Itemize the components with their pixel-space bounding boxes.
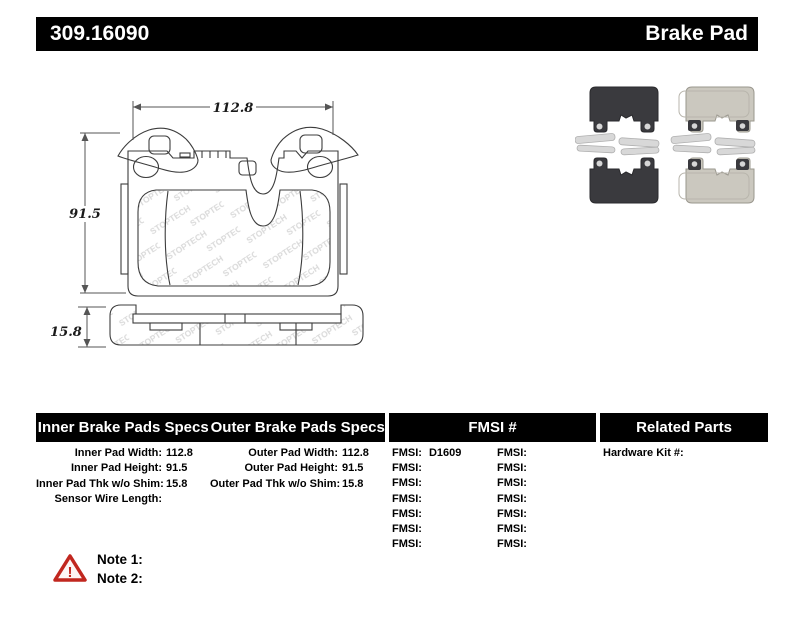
note-2: Note 2: <box>97 571 143 586</box>
related-parts-row: Hardware Kit #: <box>603 447 684 459</box>
product-title: Brake Pad <box>645 22 748 45</box>
notes-block <box>97 550 143 588</box>
shim-set <box>575 133 755 155</box>
fmsi-row: FMSI: <box>497 462 527 475</box>
fmsi-row: FMSI: <box>392 523 422 536</box>
fmsi-column-2 <box>497 446 534 552</box>
inner-specs-column <box>36 446 193 508</box>
table-header-fmsi: FMSI # <box>389 413 596 442</box>
dimension-height-label: 91.5 <box>69 207 101 222</box>
dimension-thickness-label: 15.8 <box>50 325 82 340</box>
side-view <box>110 305 363 345</box>
outer-specs-column <box>210 446 369 492</box>
note-1: Note 1: <box>97 552 143 567</box>
fmsi-row: FMSI: <box>497 447 527 459</box>
fmsi-row: FMSI: <box>497 507 527 520</box>
warning-triangle-icon <box>53 553 87 583</box>
fmsi-row: FMSI: <box>497 492 527 505</box>
dimension-thickness <box>50 307 106 347</box>
table-header-inner-specs: Inner Brake Pads Specs <box>37 419 209 436</box>
dimension-width <box>133 99 333 140</box>
product-photo <box>575 82 770 208</box>
fmsi-row: FMSI: <box>392 538 422 551</box>
fmsi-row: FMSI: <box>392 507 422 520</box>
spec-row: Outer Pad Width: 112.8 <box>248 447 369 459</box>
fmsi-row: FMSI: D1609 <box>392 447 462 459</box>
title-bar <box>36 17 758 51</box>
table-header-related-parts: Related Parts <box>600 413 768 442</box>
spec-row: Outer Pad Thk w/o Shim: 15.8 <box>210 477 364 490</box>
plate-ear-hole <box>308 157 333 178</box>
fmsi-row: FMSI: <box>392 477 422 490</box>
related-parts-column <box>603 446 691 461</box>
dimension-width-label: 112.8 <box>212 101 254 116</box>
spec-row: Inner Pad Width: 112.8 <box>74 447 193 459</box>
fmsi-row: FMSI: <box>392 492 422 505</box>
table-header-outer-specs: Outer Brake Pads Specs <box>210 419 385 436</box>
front-view <box>118 127 358 296</box>
spec-row: Sensor Wire Length: <box>54 493 162 506</box>
svg-text:!: ! <box>67 564 73 581</box>
part-number: 309.16090 <box>50 22 150 45</box>
spec-row: Inner Pad Thk w/o Shim: 15.8 <box>36 477 188 490</box>
fmsi-row: FMSI: <box>497 477 527 490</box>
wing-hole <box>300 135 322 153</box>
spec-row: Inner Pad Height: 91.5 <box>70 462 188 475</box>
fmsi-row: FMSI: <box>497 538 527 551</box>
fmsi-row: FMSI: <box>497 523 527 536</box>
fmsi-column-1 <box>392 446 461 552</box>
table-header-pads-specs <box>36 413 385 442</box>
technical-drawing <box>40 85 400 365</box>
spec-row: Outer Pad Height: 91.5 <box>244 462 364 475</box>
dimension-height <box>62 133 126 293</box>
fmsi-row: FMSI: <box>392 462 422 475</box>
